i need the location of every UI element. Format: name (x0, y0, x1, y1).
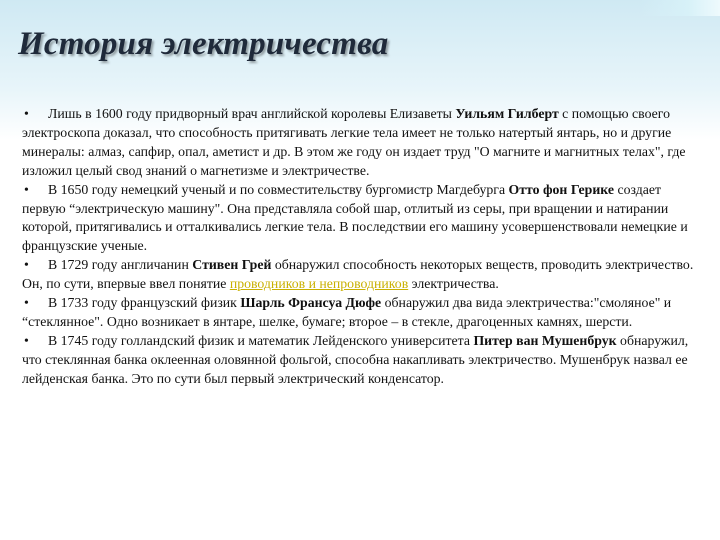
paragraph-text: В 1733 году французский физик (48, 295, 241, 311)
paragraph-text: создает первую “электрическую машину". Она представляла собой шар, отлитый из серы, при вращении и натирании которой, притягивались и отталкивались легкие тела. В последствии его машину усовершенствовали немецкие и французские ученые. (22, 181, 688, 254)
scientist-name: Отто фон Герике (508, 181, 615, 197)
paragraph-text: Лишь в 1600 году придворный врач английской королевы Елизаветы (48, 106, 456, 121)
bullet-marker: • (24, 295, 29, 311)
paragraph-text: В 1729 году англичанин (48, 257, 193, 273)
scientist-name: Питер ван Мушенбрук (473, 332, 617, 348)
paragraph-text: обнаружил способность некоторых веществ, проводить электричество. Он, по сути, впервые ввел понятие (22, 257, 694, 292)
bullet-paragraph (22, 105, 698, 181)
bullet-marker: • (24, 181, 29, 197)
scientist-name: Шарль Франсуа Дюфе (240, 295, 382, 311)
paragraph-text: электричества. (408, 276, 499, 292)
scientist-name: Уильям Гилберт (455, 106, 559, 121)
paragraph-text: обнаружил два вида электричества:"смоляное" и “стеклянное". Одно возникает в янтаре, шелке, бумаге; второе – в стекле, драгоценных камнях, шерсти. (22, 295, 672, 329)
bullet-marker: • (24, 106, 29, 121)
slide-title: История электричества (18, 26, 389, 62)
paragraph-text: обнаружил, что стеклянная банка оклеенная оловянной фольгой, способна накапливать электричество. Мушенбрук назвал ее лейденская банка. Это по сути был первый электрический конденсатор. (22, 332, 689, 386)
paragraph-text: В 1745 году голландский физик и математик Лейденского университета (48, 332, 474, 348)
bullet-paragraph (22, 332, 698, 389)
slide-body (22, 105, 698, 389)
bullet-paragraph (22, 294, 698, 332)
paragraph-text: В 1650 году немецкий ученый и по совместительству бургомистр Магдебурга (48, 181, 509, 197)
paragraph-text: с помощью своего электроскопа доказал, что способность притягивать легкие тела имеет не только натертый янтарь, но и другие минералы: алмаз, сапфир, опал, аметист и др. В этом же году он издает труд "О магните и магнитных телах", где изложил целый свод знаний о магнетизме и электричестве. (22, 106, 686, 178)
scientist-name: Стивен Грей (192, 257, 272, 273)
bullet-paragraph (22, 256, 698, 294)
inline-link[interactable]: проводников и непроводников (229, 276, 409, 292)
bullet-marker: • (24, 257, 29, 273)
bullet-marker: • (24, 332, 29, 348)
bullet-paragraph (22, 181, 698, 257)
corner-decoration (640, 0, 720, 16)
